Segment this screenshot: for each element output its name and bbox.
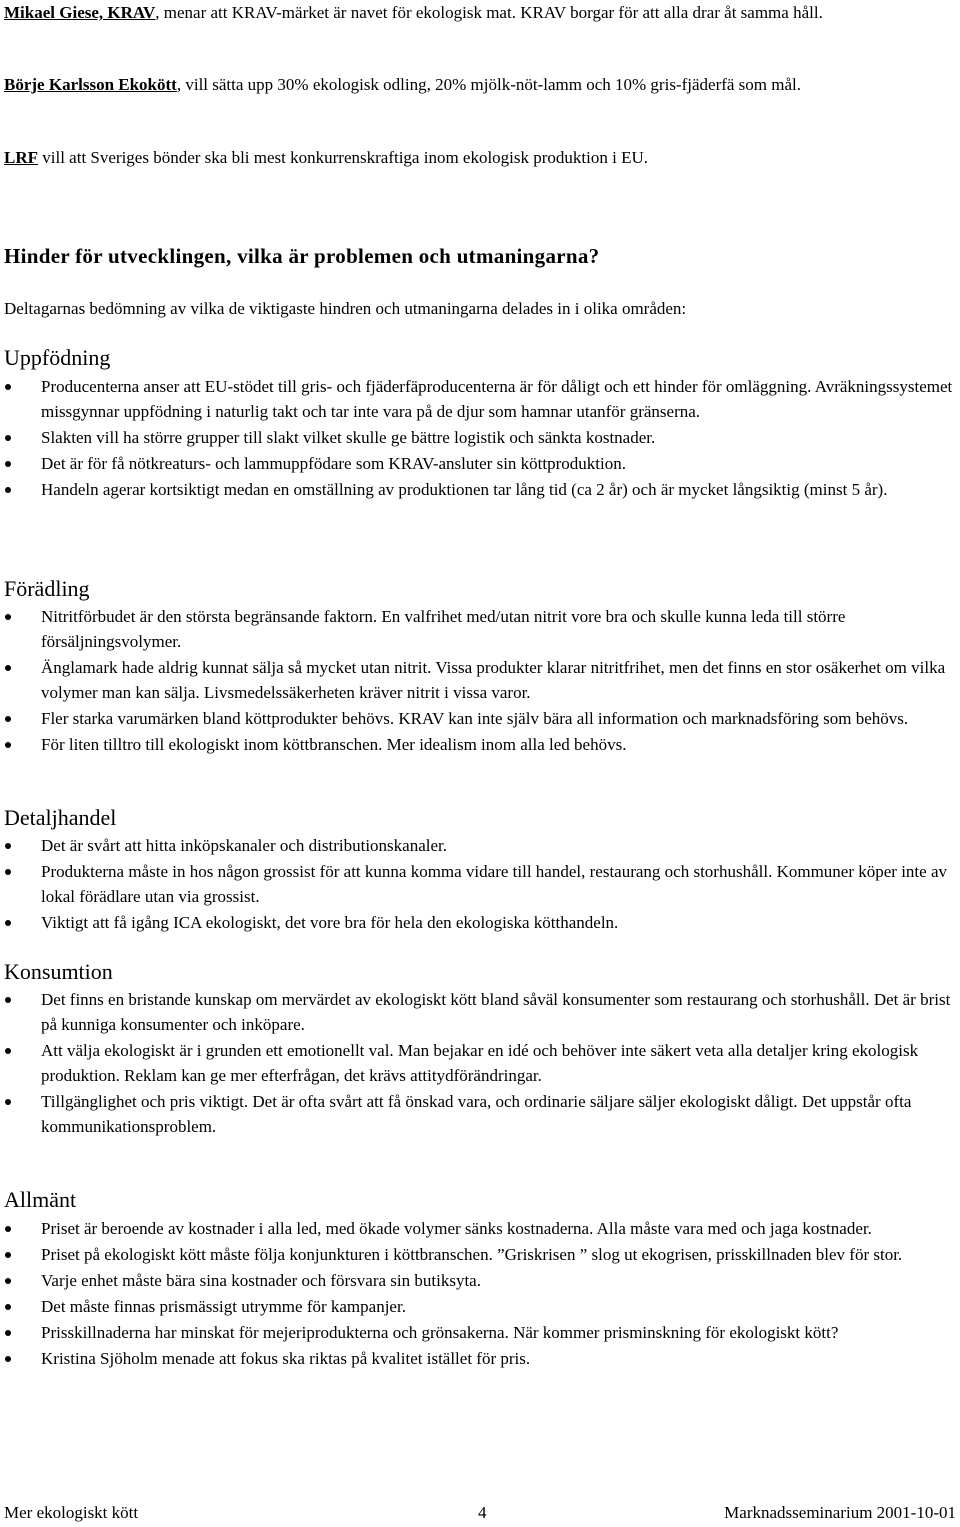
section-title-detaljhandel: Detaljhandel xyxy=(4,805,117,830)
main-heading: Hinder för utvecklingen, vilka är problemen och utmaningarna? xyxy=(4,244,600,268)
list-item: Produkterna måste in hos någon grossist för att kunna komma vidare till handel, restaurang och storhushåll. Kommuner köper inte av lokal förädlare utan via grossist. xyxy=(0,859,960,909)
list-item: Fler starka varumärken bland köttprodukter behövs. KRAV kan inte själv bära all information och marknadsföring som behövs. xyxy=(0,706,960,731)
list-item: Att välja ekologiskt är i grunden ett emotionellt val. Man bejakar en idé och behöver inte säkert veta alla detaljer kring ekologisk produktion. Reklam kan ge mer efterfrågan, det krävs attitydförändringar. xyxy=(0,1038,960,1088)
list-item: Producenterna anser att EU-stödet till gris- och fjäderfäproducenterna är för dåligt och ett hinder för omläggning. Avräkningssystemet missgynnar uppfödning i naturlig takt och tar inte vara på de djur som hamnar utanför gränserna. xyxy=(0,374,960,424)
list-item: Det är svårt att hitta inköpskanaler och distributionskanaler. xyxy=(0,833,960,858)
bullet-icon xyxy=(5,435,11,441)
bullet-icon xyxy=(5,742,11,748)
section-title-konsumtion: Konsumtion xyxy=(4,959,113,984)
list-item: Änglamark hade aldrig kunnat sälja så mycket utan nitrit. Vissa produkter klarar nitritfrihet, men det finns en stor osäkerhet om vilka volymer man kan sälja. Livsmedelssäkerheten kräver nitrit i vissa varor. xyxy=(0,655,960,705)
section-title-allmant: Allmänt xyxy=(4,1187,77,1212)
bullet-list-foradling xyxy=(0,604,960,758)
footer-event: Marknadsseminarium 2001-10-01 xyxy=(724,1503,956,1522)
bullet-icon xyxy=(5,1252,11,1258)
intro-paragraph xyxy=(4,145,954,170)
intro-paragraph xyxy=(4,72,954,97)
bullet-icon xyxy=(5,716,11,722)
section-title-uppfodning: Uppfödning xyxy=(4,345,111,370)
list-item: Det finns en bristande kunskap om mervärdet av ekologiskt kött bland såväl konsumenter som restaurang och storhushåll. Det är brist på kunniga konsumenter och inköpare. xyxy=(0,987,960,1037)
bullet-list-allmant xyxy=(0,1216,960,1372)
bullet-icon xyxy=(5,1330,11,1336)
bullet-icon xyxy=(5,487,11,493)
list-item: För liten tilltro till ekologiskt inom köttbranschen. Mer idealism inom alla led behövs. xyxy=(0,732,960,757)
bullet-icon xyxy=(5,1356,11,1362)
intro-person-name: LRF xyxy=(4,148,38,167)
section-title-foradling: Förädling xyxy=(4,576,90,601)
intro-text: , vill sätta upp 30% ekologisk odling, 20% mjölk-nöt-lamm och 10% gris-fjäderfä som mål. xyxy=(176,75,802,94)
list-item: Tillgänglighet och pris viktigt. Det är ofta svårt att få önskad vara, och ordinarie säljare säljer ekologiskt dåligt. Det uppstår ofta kommunikationsproblem. xyxy=(0,1089,960,1139)
list-item: Kristina Sjöholm menade att fokus ska riktas på kvalitet istället för pris. xyxy=(0,1346,960,1371)
list-item: Prisskillnaderna har minskat för mejeriprodukterna och grönsakerna. När kommer prisminskning för ekologiskt kött? xyxy=(0,1320,960,1345)
bullet-list-konsumtion xyxy=(0,987,960,1140)
bullet-list-uppfodning xyxy=(0,374,960,503)
intro-person-name: Börje Karlsson Ekokött xyxy=(4,75,177,94)
bullet-list-detaljhandel xyxy=(0,833,960,936)
intro-paragraph xyxy=(4,0,954,25)
bullet-icon xyxy=(5,869,11,875)
intro-person-name: Mikael Giese, KRAV xyxy=(4,3,156,22)
footer-title: Mer ekologiskt kött xyxy=(4,1503,139,1522)
bullet-icon xyxy=(5,1048,11,1054)
bullet-icon xyxy=(5,920,11,926)
bullet-icon xyxy=(5,1226,11,1232)
bullet-icon xyxy=(5,384,11,390)
list-item: Nitritförbudet är den största begränsande faktorn. En valfrihet med/utan nitrit vore bra och skulle kunna leda till större försäljningsvolymer. xyxy=(0,604,960,654)
page-footer xyxy=(4,1500,956,1526)
list-item: Varje enhet måste bära sina kostnader och försvara sin butiksyta. xyxy=(0,1268,960,1293)
intro-text: vill att Sveriges bönder ska bli mest konkurrenskraftiga inom ekologisk produktion i EU. xyxy=(38,148,649,167)
intro-text: , menar att KRAV-märket är navet för ekologisk mat. KRAV borgar för att alla drar åt samma håll. xyxy=(155,3,823,22)
page-number: 4 xyxy=(478,1503,487,1522)
list-item: Det måste finnas prismässigt utrymme för kampanjer. xyxy=(0,1294,960,1319)
bullet-icon xyxy=(5,997,11,1003)
list-item: Det är för få nötkreaturs- och lammuppfödare som KRAV-ansluter sin köttproduktion. xyxy=(0,451,960,476)
list-item: Slakten vill ha större grupper till slakt vilket skulle ge bättre logistik och sänkta kostnader. xyxy=(0,425,960,450)
bullet-icon xyxy=(5,665,11,671)
bullet-icon xyxy=(5,843,11,849)
bullet-icon xyxy=(5,614,11,620)
bullet-icon xyxy=(5,1099,11,1105)
list-item: Priset är beroende av kostnader i alla led, med ökade volymer sänks kostnaderna. Alla måste vara med och jaga kostnader. xyxy=(0,1216,960,1241)
list-item: Viktigt att få igång ICA ekologiskt, det vore bra för hela den ekologiska kötthandeln. xyxy=(0,910,960,935)
bullet-icon xyxy=(5,1304,11,1310)
lead-paragraph: Deltagarnas bedömning av vilka de viktigaste hindren och utmaningarna delades in i olika områden: xyxy=(4,299,687,318)
bullet-icon xyxy=(5,461,11,467)
list-item: Handeln agerar kortsiktigt medan en omställning av produktionen tar lång tid (ca 2 år) och är mycket långsiktig (minst 5 år). xyxy=(0,477,960,502)
bullet-icon xyxy=(5,1278,11,1284)
list-item: Priset på ekologiskt kött måste följa konjunkturen i köttbranschen. ”Griskrisen ” slog ut ekogrisen, prisskillnaden blev för stor. xyxy=(0,1242,960,1267)
